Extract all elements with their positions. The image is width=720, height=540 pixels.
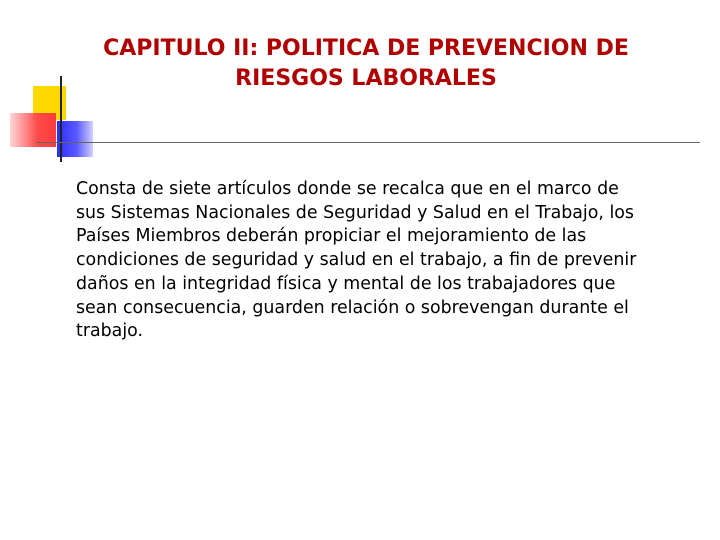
body-line-4: condiciones de seguridad y salud en el trabajo, a fin de prevenir xyxy=(76,250,637,271)
body-line-7: trabajo. xyxy=(76,321,144,342)
body-line-2: sus Sistemas Nacionales de Seguridad y Salud en el Trabajo, los xyxy=(76,202,634,223)
blue-square-decoration xyxy=(57,121,93,157)
body-line-6: sean consecuencia, guarden relación o sobrevengan durante el xyxy=(76,297,629,318)
body-line-3: Países Miembros deberán propiciar el mejoramiento de las xyxy=(76,226,587,247)
body-line-1: Consta de siete artículos donde se recalca que en el marco de xyxy=(76,179,619,199)
body-line-5: daños en la integridad física y mental de los trabajadores que xyxy=(76,273,616,294)
title-divider-line xyxy=(36,142,700,143)
slide-title-line-2: RIESGOS LABORALES xyxy=(235,66,497,91)
slide-title-line-1: CAPITULO II: POLITICA DE PREVENCION DE xyxy=(103,36,629,61)
body-paragraph xyxy=(76,178,706,344)
slide-title xyxy=(30,34,702,94)
